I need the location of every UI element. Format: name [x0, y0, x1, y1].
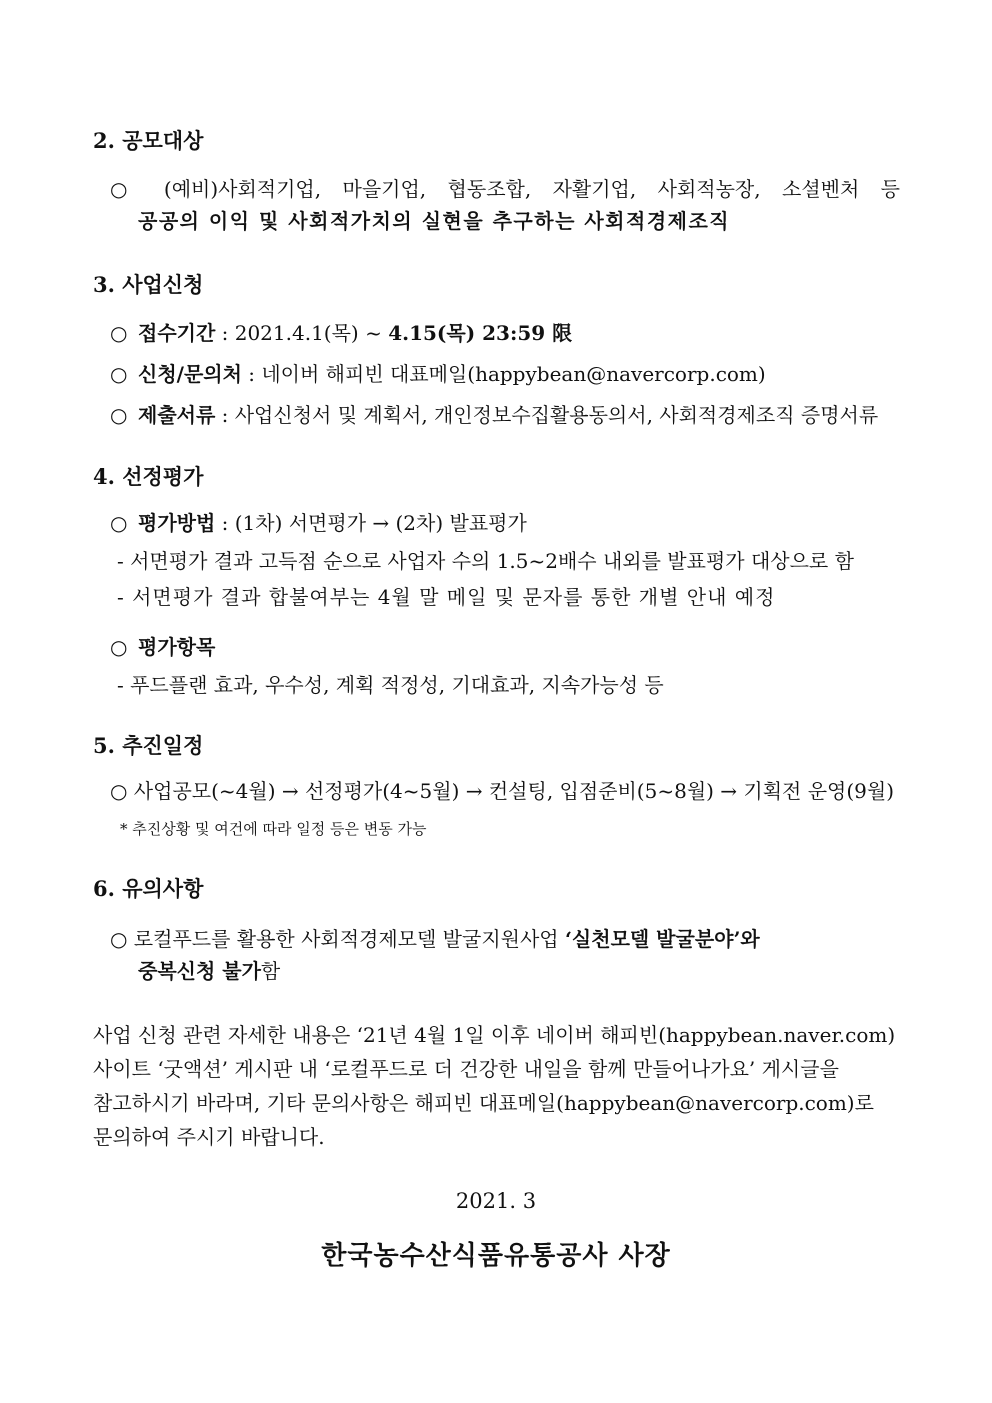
section-3-item-contact — [110, 361, 766, 387]
section-6-line2 — [138, 958, 280, 984]
period-label: 접수기간 — [138, 321, 216, 345]
section-5-heading: 5. 추진일정 — [93, 733, 204, 758]
method-dash-1: - 서면평가 결과 고득점 순으로 사업자 수의 1.5~2배수 내외를 발표평가 대상으로 함 — [117, 549, 854, 573]
caution-tail: 와 — [740, 927, 760, 951]
bullet-circle: ○ — [110, 321, 128, 345]
method-dash-2: - 서면평가 결과 합불여부는 4월 말 메일 및 문자를 통한 개별 안내 예정 — [117, 585, 776, 609]
bullet-circle: ○ — [110, 511, 128, 535]
criteria-dash-1: - 푸드플랜 효과, 우수성, 계획 적정성, 기대효과, 지속가능성 등 — [117, 673, 664, 697]
closing-line-4: 문의하여 주시기 바랍니다. — [93, 1125, 325, 1149]
method-label: 평가방법 — [138, 511, 216, 535]
section-5-schedule: ○ 사업공모(~4월) → 선정평가(4~5월) → 컨설팅, 입점준비(5~8월) → 기획전 운영(9월) — [110, 779, 895, 803]
section-6-heading: 6. 유의사항 — [93, 876, 204, 901]
section-2-item-line2: 공공의 이익 및 사회적가치의 실현을 추구하는 사회적경제조직 — [138, 209, 731, 233]
method-text: : (1차) 서면평가 → (2차) 발표평가 — [215, 511, 527, 535]
section-6-line1 — [110, 926, 760, 952]
bullet-circle: ○ — [110, 403, 128, 427]
duplicate-tail: 함 — [260, 959, 281, 983]
section-4-heading: 4. 선정평가 — [93, 464, 204, 489]
closing-line-3: 참고하시기 바라며, 기타 문의사항은 해피빈 대표메일(happybean@navercorp.com)로 — [93, 1091, 874, 1115]
section-4-method — [110, 510, 527, 536]
section-3-heading: 3. 사업신청 — [93, 272, 204, 297]
bullet-circle: ○ — [110, 635, 128, 659]
criteria-label: 평가항목 — [138, 635, 216, 659]
section-5-note: * 추진상황 및 여건에 따라 일정 등은 변동 가능 — [120, 820, 427, 838]
section-2-heading: 2. 공모대상 — [93, 128, 204, 153]
closing-line-1: 사업 신청 관련 자세한 내용은 ‘21년 4월 1일 이후 네이버 해피빈(happybean.naver.com) — [93, 1023, 896, 1047]
section-3-item-documents — [110, 402, 878, 428]
document-date: 2021. 3 — [455, 1189, 537, 1213]
closing-line-2: 사이트 ‘굿액션’ 게시판 내 ‘로컬푸드로 더 건강한 내일을 함께 만들어나가요’ 게시글을 — [93, 1057, 839, 1081]
bullet-circle: ○ — [110, 362, 128, 386]
period-text: : 2021.4.1(목) ~ — [215, 321, 389, 345]
caution-emphasis: ‘실천모델 발굴분야’ — [564, 927, 741, 951]
contact-label: 신청/문의처 — [138, 362, 242, 386]
section-2-item-line1: ○ (예비)사회적기업, 마을기업, 협동조합, 자활기업, 사회적농장, 소셜벤처 등 — [110, 177, 900, 201]
section-3-item-period — [110, 320, 572, 346]
section-4-criteria — [110, 634, 215, 660]
caution-text: ○ 로컬푸드를 활용한 사회적경제모델 발굴지원사업 — [110, 927, 565, 951]
signature: 한국농수산식품유통공사 사장 — [321, 1241, 671, 1271]
duplicate-prohibited: 중복신청 불가 — [138, 959, 261, 983]
documents-text: : 사업신청서 및 계획서, 개인정보수집활용동의서, 사회적경제조직 증명서류 — [215, 403, 879, 427]
documents-label: 제출서류 — [138, 403, 216, 427]
contact-text: : 네이버 해피빈 대표메일(happybean@navercorp.com) — [241, 362, 766, 386]
period-deadline: 4.15(목) 23:59 限 — [388, 321, 573, 345]
